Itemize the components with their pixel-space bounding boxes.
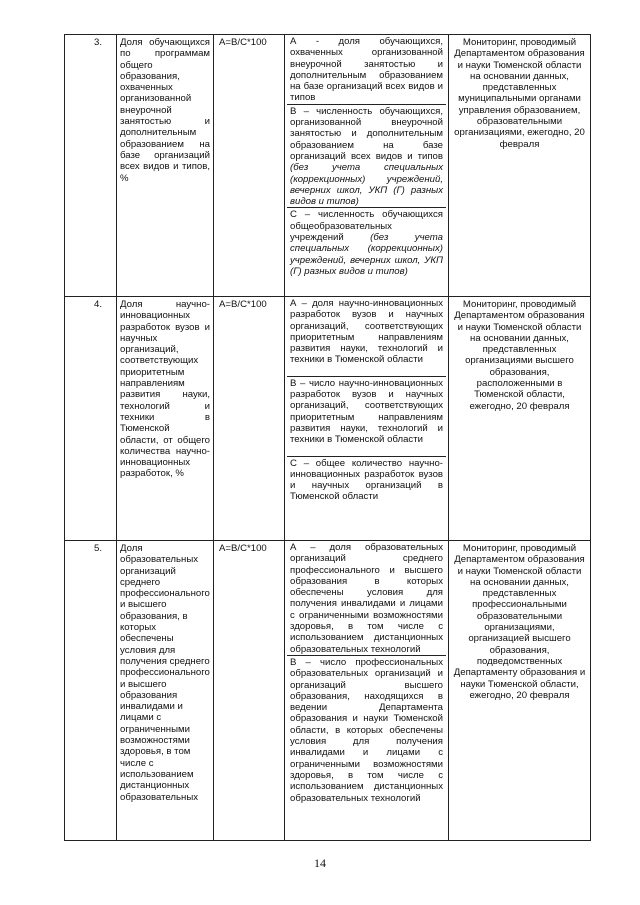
variables-cell <box>285 35 449 297</box>
variable-b <box>287 377 446 457</box>
variable-b-note: (без учета специальных (коррекционных) учреждений, вечерних школ, УКП (Г) разных видов и типов) <box>290 162 443 208</box>
row-number: 5. <box>65 541 117 841</box>
variable-b-text: В – численность обучающихся, организованной внеурочной занятостью и дополнительным образованием на базе организаций всех видов и типов <box>290 105 443 162</box>
data-source: Мониторинг, проводимый Департаментом образования и науки Тюменской области на основании данных, представленных организациями высшего образования, расположенными в Тюменской области, ежегодно, 20 февраля <box>449 297 591 541</box>
indicator-name: Доля обучающихся по программам общего образования, охваченных организованной внеурочной занятостью и дополнительным образованием на базе организаций всех видов и типов, % <box>117 35 214 297</box>
variable-a <box>287 297 446 377</box>
variable-c-note: (без учета специальных (коррекционных) учреждений, вечерних школ, УКП (Г) разных видов и типов) <box>290 232 443 277</box>
variable-b <box>287 105 446 209</box>
data-source: Мониторинг, проводимый Департаментом образования и науки Тюменской области на основании данных, представленных муниципальными органами управления образованием, образовательными организациями, ежегодно, 20 февраля <box>449 35 591 297</box>
indicator-name: Доля образовательных организаций среднего профессионального и высшего образования, в которых обеспечены условия для получения среднего профессионального и высшего образования инвалидами и лицами с ограниченными возможностями здоровья, в том числе с использованием дистанционных образовательных <box>117 541 214 841</box>
row-number: 4. <box>65 297 117 541</box>
page-number: 14 <box>314 856 326 870</box>
variable-c: С – общее количество научно-инновационных разработок вузов и научных организаций в Тюменской области <box>290 457 443 503</box>
variable-c <box>287 208 446 277</box>
table-row <box>65 297 591 541</box>
table-row <box>65 35 591 297</box>
variables-cell <box>285 541 449 841</box>
indicators-table <box>64 34 591 841</box>
variables-cell <box>285 297 449 541</box>
variable-a-text: А – доля научно-инновационных разработок вузов и научных организаций, соответствующих приоритетным направлениям развития науки, технологий и техники в Тюменской области <box>290 298 443 366</box>
indicator-name: Доля научно-инновационных разработок вузов и научных организаций, соответствующих приоритетным направлениям развития науки, технологий и техники в Тюменской области, от общего количества научно-инновационных разработок, % <box>117 297 214 541</box>
variable-c-text: С – численность обучающихся общеобразовательных учреждений <box>290 209 443 244</box>
row-number: 3. <box>65 35 117 297</box>
formula: A=B/C*100 <box>214 35 285 297</box>
variable-a: А – доля образовательных организаций среднего профессионального и высшего образования в которых обеспечены условия для получения инвалидами и лицами с ограниченными возможностями здоровья, в том числе с использованием дистанционных образовательных технологий <box>287 541 446 656</box>
data-source: Мониторинг, проводимый Департаментом образования и науки Тюменской области на основании данных, представленных профессиональными образовательными организациями, организацией высшего образования, подведомственных Департаменту образования и науки Тюменской области, ежегодно, 20 февраля <box>449 541 591 841</box>
formula: A=B/C*100 <box>214 297 285 541</box>
variable-b: В – число профессиональных образовательных организаций и организаций высшего образования, находящихся в ведении Департамента образования и науки Тюменской области, в которых обеспечены условия для получения инвалидами и лицами с ограниченными возможностями здоровья, в том числе с использованием дистанционных образовательных технологий <box>290 656 443 804</box>
formula: A=B/C*100 <box>214 541 285 841</box>
table-row <box>65 541 591 841</box>
variable-a: А - доля обучающихся, охваченных организованной внеурочной занятостью и дополнительным образованием на базе организаций всех видов и типов <box>287 35 446 105</box>
variable-b-text: В – число научно-инновационных разработок вузов и научных организаций, соответствующих приоритетным направлениям развития науки, технологий и техники в Тюменской области <box>290 377 443 446</box>
